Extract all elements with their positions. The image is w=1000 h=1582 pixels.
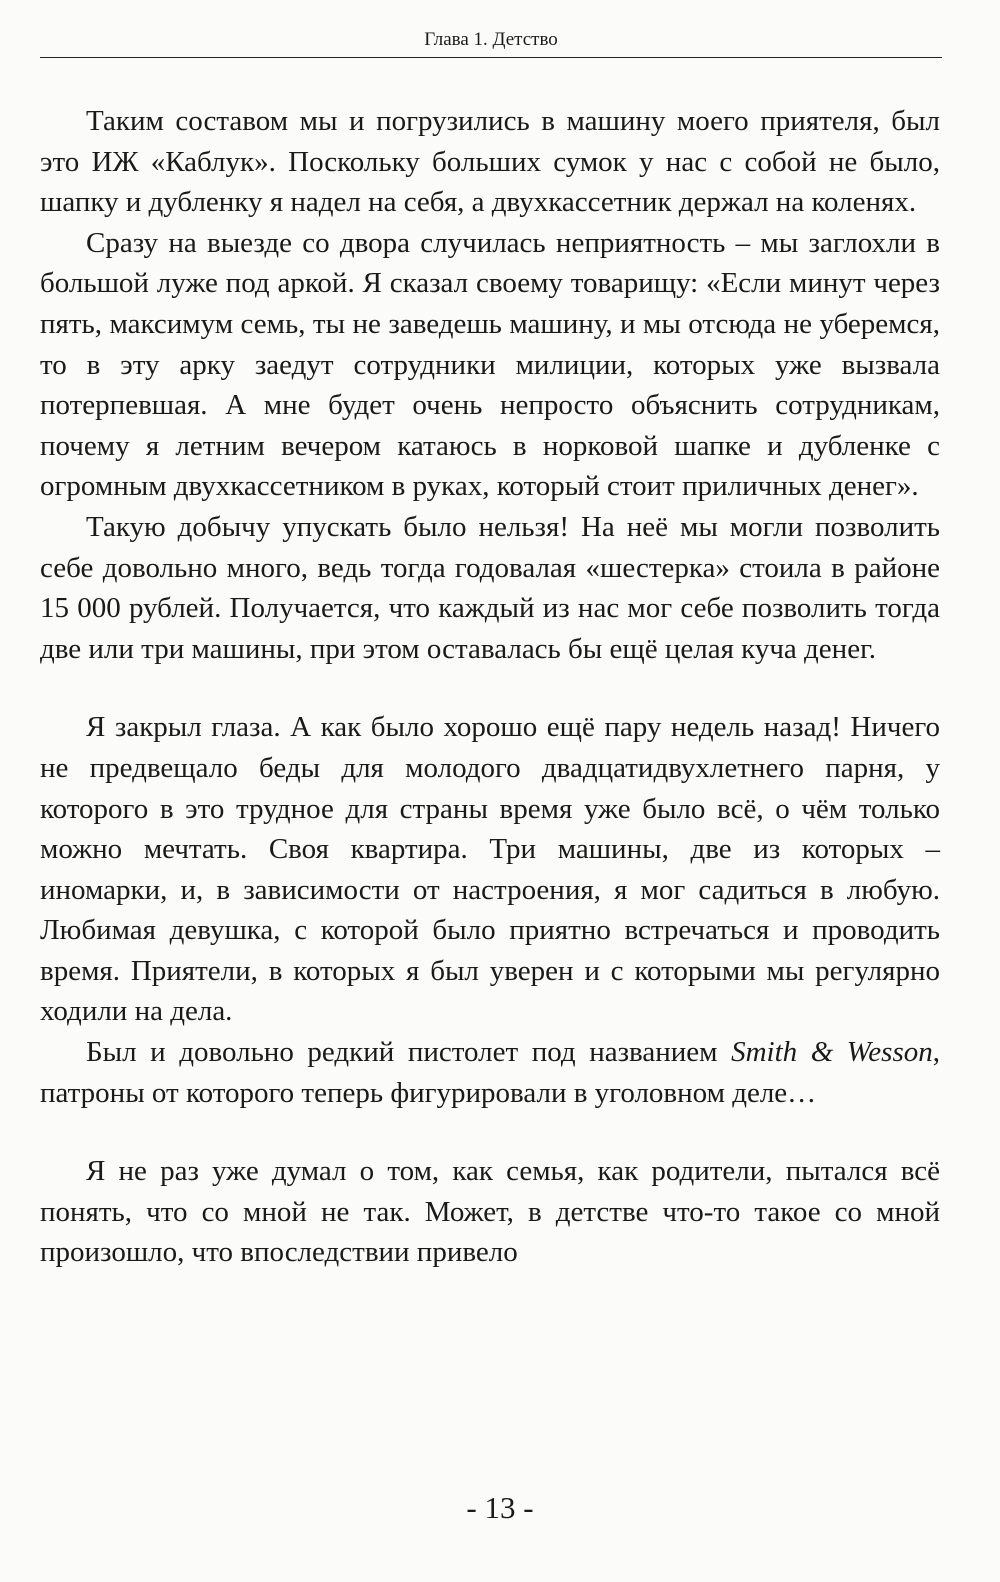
paragraph: Я не раз уже думал о том, как семья, как родители, пытался всё понять, что со мной не так. Может, в детстве что-то такое со мной произошло, что впоследствии привело — [40, 1155, 940, 1269]
paragraph — [40, 1032, 940, 1113]
paragraph: Такую добычу упускать было нельзя! На неё мы могли позволить себе довольно много, ведь тогда годовалая «шестерка» стоила в районе 15 000 рублей. Получается, что каждый из нас мог себе позволить тогда две или три машины, при этом оставалась бы ещё целая куча денег. — [40, 510, 940, 665]
paragraph: Сразу на выезде со двора случилась неприятность – мы заглохли в большой луже под аркой. Я сказал своему товарищу: «Если минут через пять, максимум семь, ты не заведешь машину, и мы отсюда не уберемся, то в эту арку заедут сотрудники милиции, которых уже вызвала потерпевшая. А мне будет очень непросто объяснить сотрудникам, почему я летним вечером катаюсь в норковой шапке и дубленке с огромным двухкассетником в руках, который стоит приличных денег». — [40, 226, 940, 503]
pistol-name: Smith & Wesson — [731, 1036, 933, 1069]
page-number: - 13 - — [466, 1490, 534, 1525]
body-text — [40, 101, 940, 1273]
header-rule — [40, 57, 942, 58]
paragraph: Таким составом мы и погрузились в машину моего приятеля, был это ИЖ «Каблук». Поскольку больших сумок у нас с собой не было, шапку и дубленку я надел на себя, а двухкассетник держал на коленях. — [40, 105, 940, 219]
running-head: Глава 1. Детство — [424, 29, 558, 50]
paragraph-text: , патроны от которого теперь фигурировали в уголовном деле… — [40, 1036, 940, 1109]
paragraph-text: Был и довольно редкий пистолет под названием — [86, 1036, 732, 1069]
paragraph: Я закрыл глаза. А как было хорошо ещё пару недель назад! Ничего не предвещало беды для молодого двадцатидвухлетнего парня, у которого в это трудное для страны время уже было всё, о чём только можно мечтать. Своя квартира. Три машины, две из которых – иномарки, и, в зависимости от настроения, я мог садиться в любую. Любимая девушка, с которой было приятно встречаться и проводить время. Приятели, в которых я был уверен и с которыми мы регулярно ходили на дела. — [40, 711, 940, 1028]
